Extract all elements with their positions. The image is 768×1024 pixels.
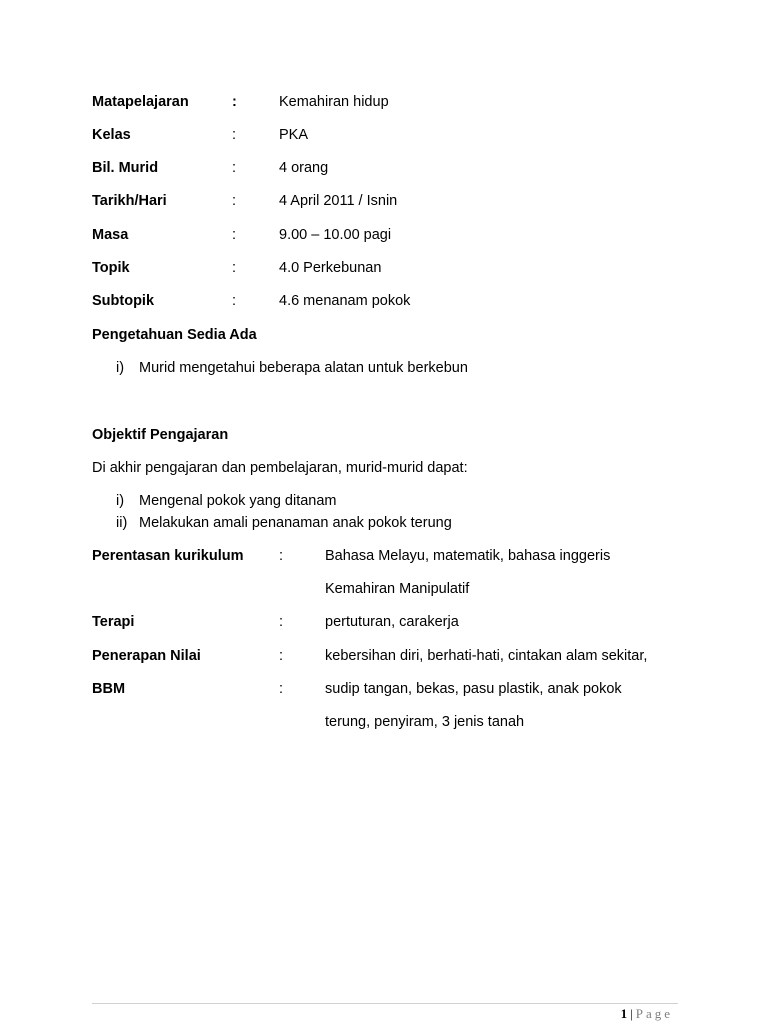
objective-marker-2: ii) xyxy=(116,515,128,531)
curriculum-link-label: Perentasan kurikulum xyxy=(92,548,244,564)
therapy-label: Terapi xyxy=(92,614,135,630)
objective-item-2: Melakukan amali penanaman anak pokok terung xyxy=(139,515,452,531)
curriculum-link-colon: : xyxy=(279,548,284,564)
teaching-aids-label: BBM xyxy=(92,681,126,697)
subtopic-colon: : xyxy=(232,293,237,309)
prior-knowledge-item: Murid mengetahui beberapa alatan untuk berkebun xyxy=(139,360,468,376)
subject-value: Kemahiran hidup xyxy=(279,94,389,110)
therapy-value: pertuturan, carakerja xyxy=(325,614,459,630)
student-count-colon: : xyxy=(232,160,237,176)
page-separator: | xyxy=(630,1006,633,1021)
page-word: Page xyxy=(635,1006,673,1021)
time-colon: : xyxy=(232,227,237,243)
student-count-value: 4 orang xyxy=(279,160,329,176)
topic-label: Topik xyxy=(92,260,130,276)
therapy-colon: : xyxy=(279,614,284,630)
topic-colon: : xyxy=(232,260,237,276)
values-colon: : xyxy=(279,648,284,664)
subtopic-label: Subtopik xyxy=(92,293,155,309)
prior-knowledge-marker: i) xyxy=(116,360,125,376)
subject-label: Matapelajaran xyxy=(92,94,189,110)
time-label: Masa xyxy=(92,227,129,243)
page-number: 1 xyxy=(620,1006,628,1021)
date-value: 4 April 2011 / Isnin xyxy=(279,193,398,209)
time-value: 9.00 – 10.00 pagi xyxy=(279,227,392,243)
objectives-intro: Di akhir pengajaran dan pembelajaran, murid-murid dapat: xyxy=(92,460,468,476)
class-label: Kelas xyxy=(92,127,131,143)
subject-colon: : xyxy=(232,94,237,110)
page-footer xyxy=(621,1006,673,1022)
curriculum-link-line-2: Kemahiran Manipulatif xyxy=(325,581,470,597)
date-colon: : xyxy=(232,193,237,209)
values-label: Penerapan Nilai xyxy=(92,648,201,664)
class-colon: : xyxy=(232,127,237,143)
class-value: PKA xyxy=(279,127,309,143)
objective-item-1: Mengenal pokok yang ditanam xyxy=(139,493,337,509)
objective-marker-1: i) xyxy=(116,493,125,509)
prior-knowledge-heading: Pengetahuan Sedia Ada xyxy=(92,327,257,343)
values-value: kebersihan diri, berhati-hati, cintakan alam sekitar, xyxy=(325,648,648,664)
curriculum-link-line-1: Bahasa Melayu, matematik, bahasa inggeris xyxy=(325,548,611,564)
teaching-aids-line-1: sudip tangan, bekas, pasu plastik, anak pokok xyxy=(325,681,622,697)
objectives-heading: Objektif Pengajaran xyxy=(92,427,229,443)
subtopic-value: 4.6 menanam pokok xyxy=(279,293,411,309)
footer-divider xyxy=(92,1003,678,1004)
date-label: Tarikh/Hari xyxy=(92,193,167,209)
student-count-label: Bil. Murid xyxy=(92,160,159,176)
teaching-aids-colon: : xyxy=(279,681,284,697)
topic-value: 4.0 Perkebunan xyxy=(279,260,382,276)
teaching-aids-line-2: terung, penyiram, 3 jenis tanah xyxy=(325,714,525,730)
